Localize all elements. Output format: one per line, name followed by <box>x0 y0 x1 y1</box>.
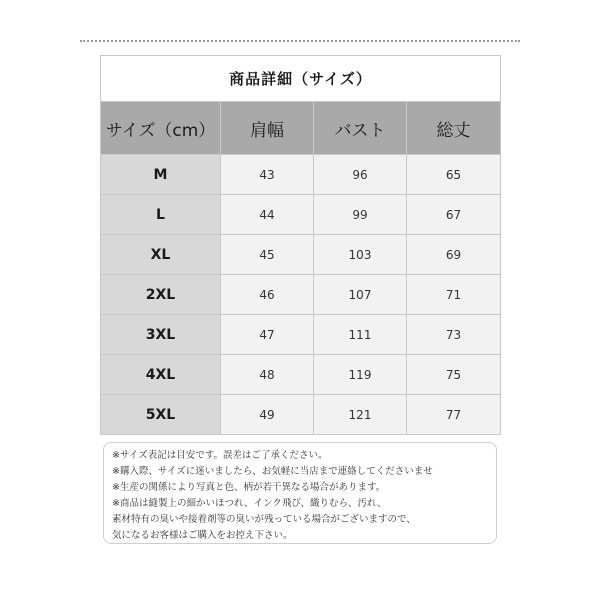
shoulder-value: 49 <box>221 395 314 435</box>
table-row <box>101 235 501 275</box>
table-row <box>101 315 501 355</box>
bust-value: 111 <box>314 315 407 355</box>
note-line: ※購入際、サイズに迷いましたら、お気軽に当店まで連絡してくださいませ <box>112 466 433 477</box>
table-row <box>101 275 501 315</box>
size-label: 3XL <box>101 315 221 355</box>
size-label: 2XL <box>101 275 221 315</box>
bust-value: 103 <box>314 235 407 275</box>
shoulder-value: 48 <box>221 355 314 395</box>
bust-value: 119 <box>314 355 407 395</box>
bust-value: 121 <box>314 395 407 435</box>
dotted-divider <box>80 40 520 42</box>
note-line: ※生産の関係により写真と色、柄が若干異なる場合があります。 <box>112 482 386 493</box>
length-value: 71 <box>407 275 501 315</box>
shoulder-value: 46 <box>221 275 314 315</box>
size-label: XL <box>101 235 221 275</box>
size-label: 5XL <box>101 395 221 435</box>
header-bust: バスト <box>314 102 407 155</box>
length-value: 77 <box>407 395 501 435</box>
length-value: 73 <box>407 315 501 355</box>
bust-value: 107 <box>314 275 407 315</box>
note-line: ※商品は縫製上の細かいほつれ、インク飛び、織りむら、汚れ、 <box>112 498 387 509</box>
header-size: サイズ（cm） <box>101 102 221 155</box>
length-value: 75 <box>407 355 501 395</box>
size-chart-table <box>100 55 501 435</box>
size-label: 4XL <box>101 355 221 395</box>
shoulder-value: 44 <box>221 195 314 235</box>
note-line: 気になるお客様はご購入をお控え下さい。 <box>112 530 293 541</box>
header-total-length: 総丈 <box>407 102 501 155</box>
shoulder-value: 45 <box>221 235 314 275</box>
table-row <box>101 355 501 395</box>
length-value: 67 <box>407 195 501 235</box>
size-label: M <box>101 155 221 195</box>
shoulder-value: 47 <box>221 315 314 355</box>
header-shoulder-width: 肩幅 <box>221 102 314 155</box>
bust-value: 96 <box>314 155 407 195</box>
notes-box <box>103 442 497 544</box>
note-line: ※サイズ表記は目安です。誤差はご了承ください。 <box>112 450 328 461</box>
note-line: 素材特有の臭いや接着剤等の臭いが残っている場合がございますので、 <box>112 514 416 525</box>
table-row <box>101 155 501 195</box>
size-label: L <box>101 195 221 235</box>
table-title: 商品詳細（サイズ） <box>101 56 501 102</box>
table-row <box>101 195 501 235</box>
shoulder-value: 43 <box>221 155 314 195</box>
length-value: 65 <box>407 155 501 195</box>
bust-value: 99 <box>314 195 407 235</box>
length-value: 69 <box>407 235 501 275</box>
table-row <box>101 395 501 435</box>
